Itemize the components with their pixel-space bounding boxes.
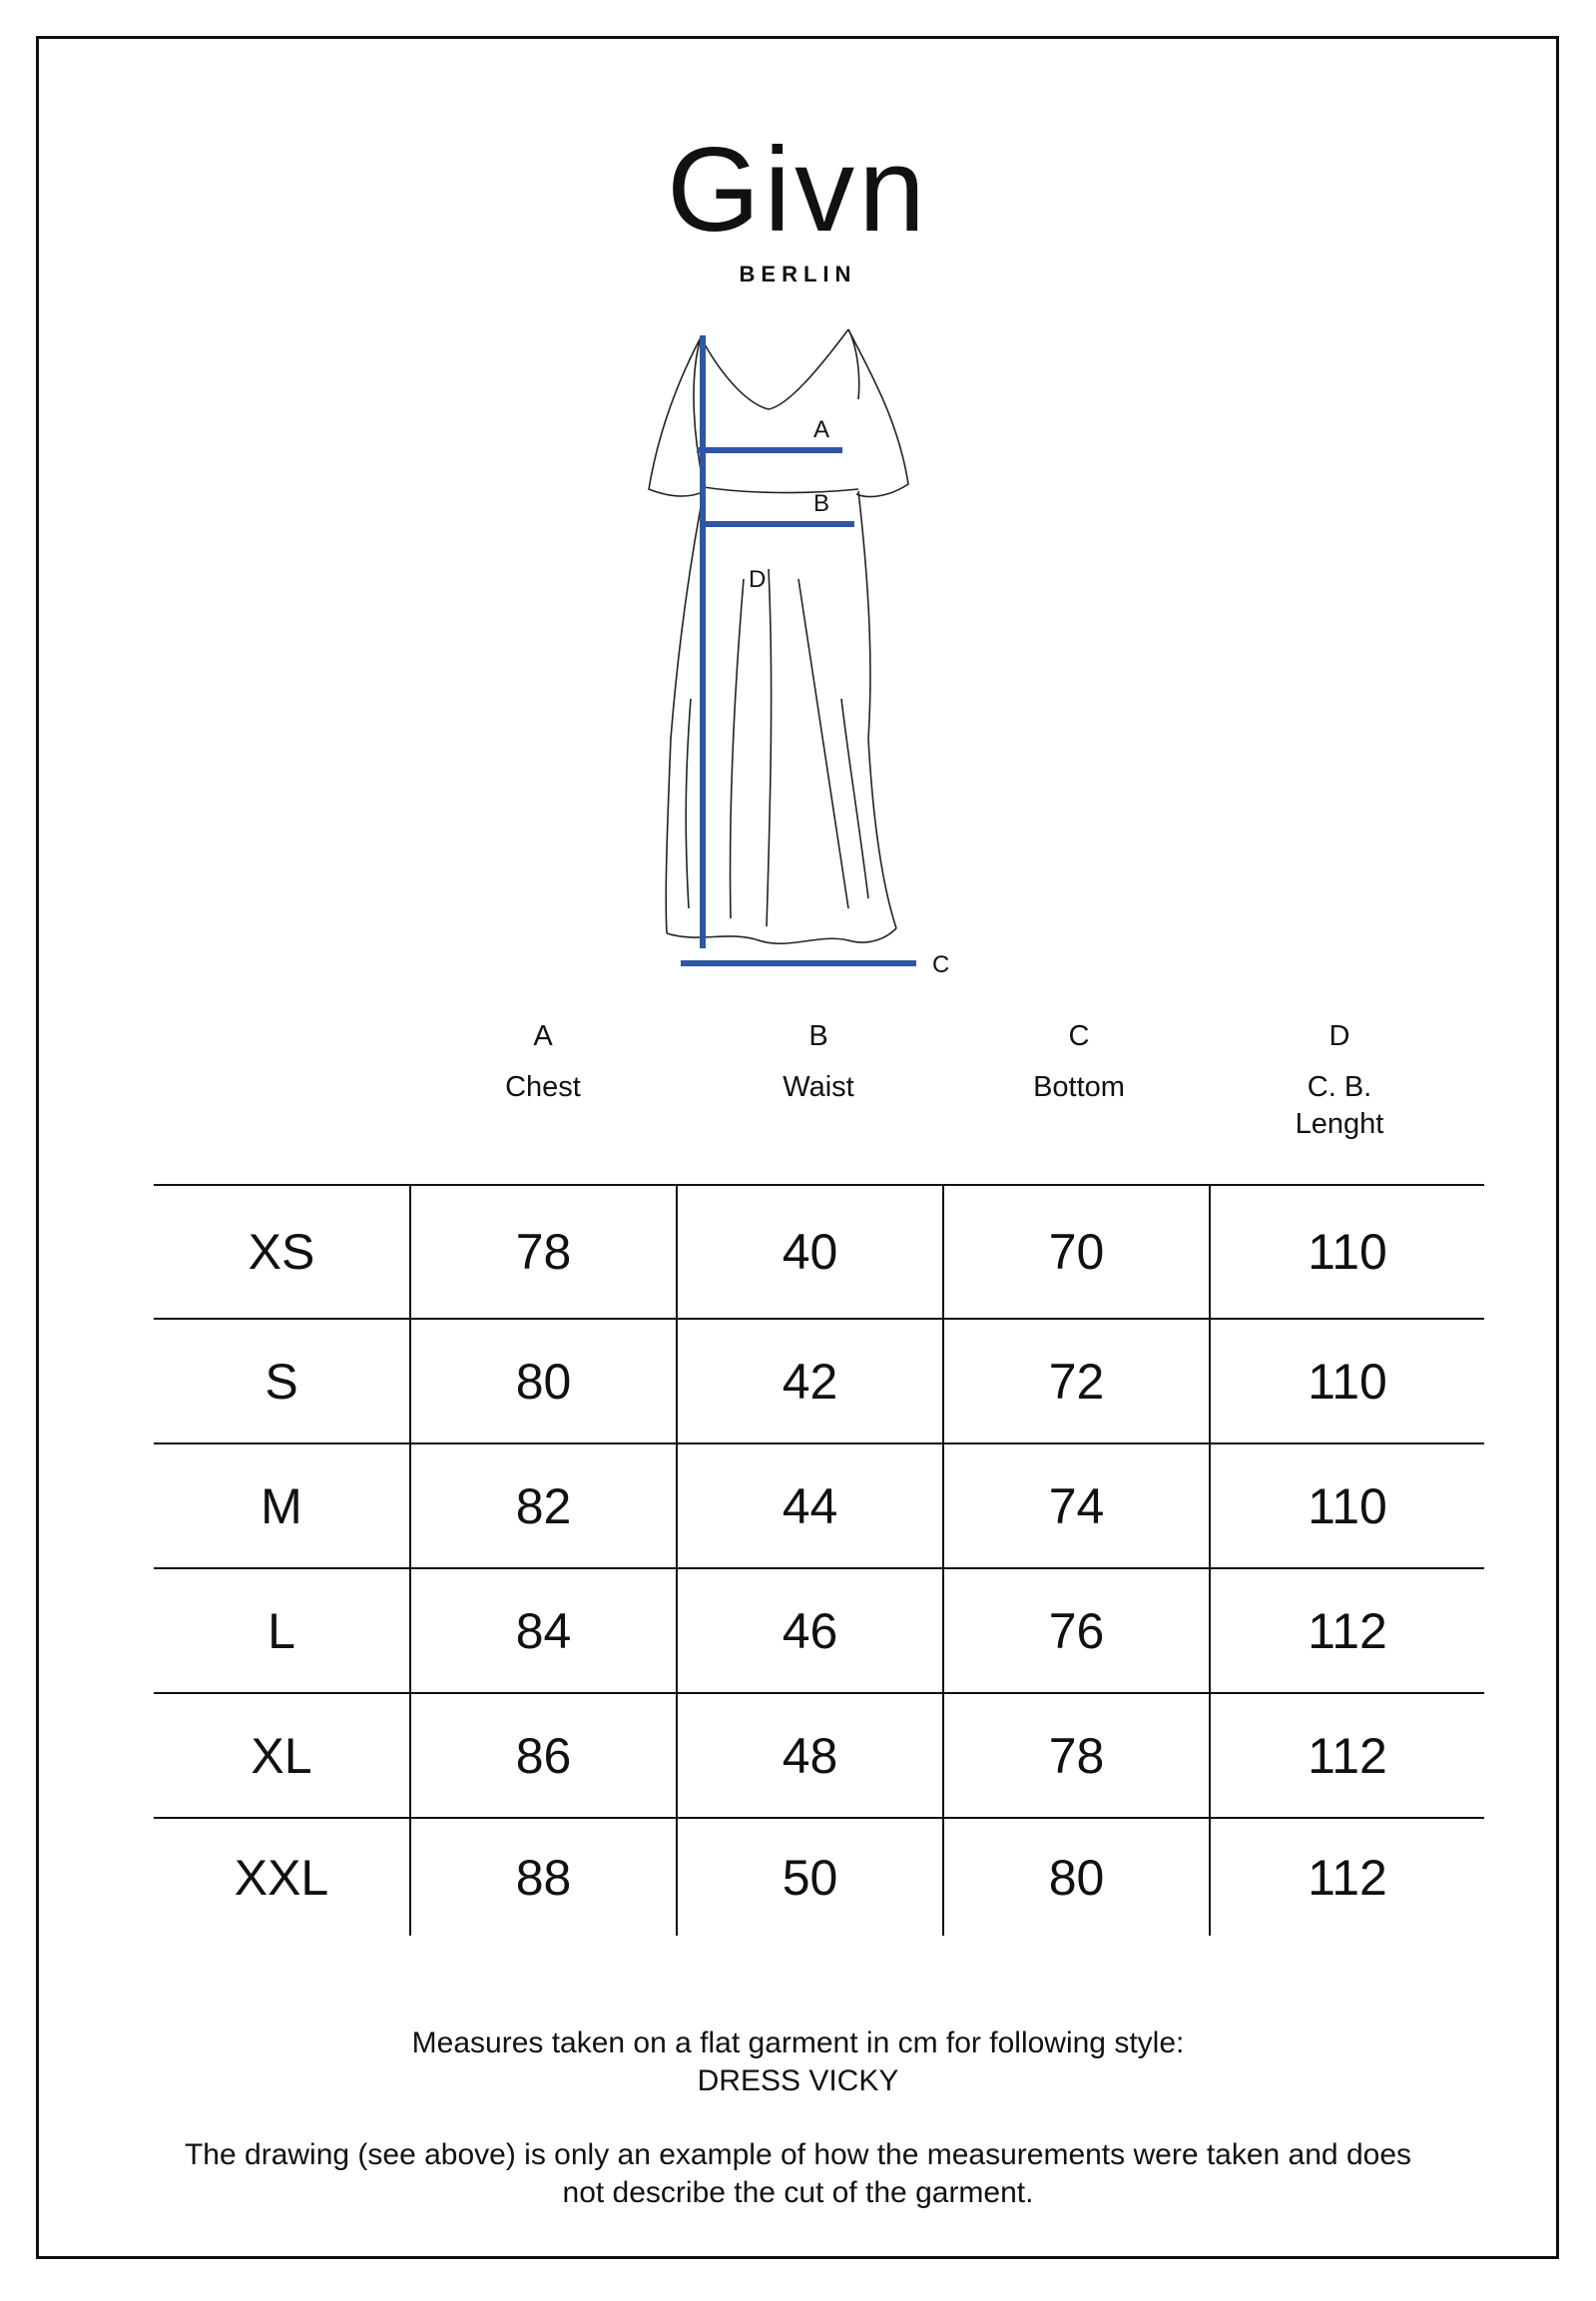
table-row [154,1693,1484,1818]
table-row [154,1443,1484,1568]
length-value: 110 [1210,1443,1484,1568]
disclaimer-line-2: not describe the cut of the garment. [562,2176,1034,2209]
chest-value: 86 [410,1693,677,1818]
size-label: XL [154,1693,410,1818]
bottom-value: 80 [943,1818,1210,1936]
label-b: B [813,490,830,517]
size-label: S [154,1319,410,1443]
column-header-length: D C. B. Lenght [1295,1020,1384,1140]
brand-city: BERLIN [739,262,857,287]
measurement-note-line: Measures taken on a flat garment in cm for following style: [411,2026,1185,2059]
column-header-chest: A Chest [505,1020,581,1103]
length-value: 110 [1210,1185,1484,1319]
size-label: L [154,1568,410,1693]
dress-measurement-drawing [599,319,998,998]
size-label: XXL [154,1818,410,1936]
table-row [154,1319,1484,1443]
waist-value: 48 [677,1693,943,1818]
size-label: M [154,1443,410,1568]
table-row [154,1818,1484,1936]
chest-value: 80 [410,1319,677,1443]
table-row [154,1568,1484,1693]
disclaimer-note [60,2136,1536,2212]
disclaimer-line-1: The drawing (see above) is only an example of how the measurements were taken and does [184,2138,1412,2171]
waist-value: 50 [677,1818,943,1936]
size-label: XS [154,1185,410,1319]
column-header-waist: B Waist [783,1020,854,1103]
label-c: C [932,951,950,978]
length-value: 112 [1210,1693,1484,1818]
waist-value: 42 [677,1319,943,1443]
length-value: 112 [1210,1818,1484,1936]
chest-value: 78 [410,1185,677,1319]
style-name: DRESS VICKY [697,2064,899,2097]
brand-logo: Givn [667,123,929,257]
waist-value: 44 [677,1443,943,1568]
bottom-value: 74 [943,1443,1210,1568]
chest-value: 88 [410,1818,677,1936]
bottom-value: 72 [943,1319,1210,1443]
length-value: 110 [1210,1319,1484,1443]
measure-lines [681,335,916,963]
table-row [154,1185,1484,1319]
dress-outline [649,329,908,943]
measurement-note [60,2024,1536,2100]
chest-value: 82 [410,1443,677,1568]
bottom-value: 70 [943,1185,1210,1319]
bottom-value: 78 [943,1693,1210,1818]
length-value: 112 [1210,1568,1484,1693]
column-header-bottom: C Bottom [1033,1020,1125,1103]
label-a: A [813,416,830,443]
size-chart-table [154,1184,1484,1936]
label-d: D [749,566,767,593]
waist-value: 40 [677,1185,943,1319]
waist-value: 46 [677,1568,943,1693]
bottom-value: 76 [943,1568,1210,1693]
chest-value: 84 [410,1568,677,1693]
